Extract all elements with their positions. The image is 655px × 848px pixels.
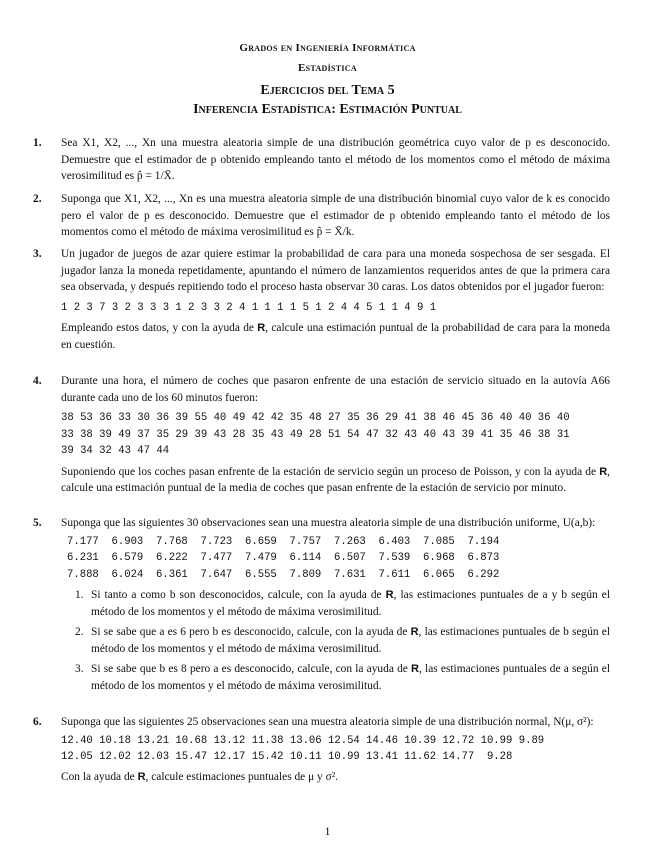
sub-item-1: 1. Si tanto a como b son desconocidos, calcule, con la ayuda de R, las estimaciones puntuales de a y b según el método de los momentos y el método de máxima verosimilitud.: [75, 589, 610, 618]
exercise-text: Suponga que las siguientes 25 observaciones sean una muestra aleatoria simple de una distribución normal, N(μ, σ²):: [61, 716, 594, 728]
exercise-text: Sea X1, X2, ..., Xn una muestra aleatoria simple de una distribución geométrica cuyo valor de p es desconocido. Demuestre que el estimador de p obtenido empleando tanto el método de los momentos como el método de máxima verosimilitud es p̂ = 1/X̄.: [61, 137, 610, 182]
exercise-3: [33, 246, 610, 353]
r-software-label: R: [257, 322, 266, 334]
exercise-1: [33, 135, 610, 185]
exercise-text: Suponga que las siguientes 30 observaciones sean una muestra aleatoria simple de una distribución uniforme, U(a,b):: [61, 517, 596, 529]
sub-item-3: 3. Si se sabe que b es 8 pero a es desconocido, calcule, con la ayuda de R, las estimaciones puntuales de a según el método de los momentos y el método de máxima verosimilitud.: [75, 663, 610, 692]
page-number: 1: [324, 824, 331, 838]
data-row: 12.40 10.18 13.21 10.68 13.12 11.38 13.06 12.54 14.46 10.39 12.72 10.99 9.89: [61, 734, 545, 747]
exercise-number: 4.: [33, 375, 42, 387]
exercise-4: [33, 373, 610, 497]
r-software-label: R: [411, 663, 419, 675]
course-title: Grados en Ingeniería Informática: [239, 42, 416, 54]
subject-title: Estadística: [298, 62, 357, 74]
r-software-label: R: [410, 626, 419, 638]
topic-title: Inferencia Estadística: Estimación Puntual: [193, 102, 462, 117]
exercise-number: 3.: [33, 248, 42, 260]
exercise-sheet-title: Ejercicios del Tema 5: [260, 83, 395, 98]
exercise-5: [33, 515, 610, 694]
exercise-instructions: Con la ayuda de R, calcule estimaciones puntuales de μ y σ².: [61, 770, 338, 783]
data-row: 39 34 32 43 47 44: [61, 445, 170, 457]
exercise-number: 5.: [33, 517, 42, 529]
data-row: 38 53 36 33 30 36 39 55 40 49 42 42 35 48 27 35 36 29 41 38 46 45 36 40 40 36 40: [61, 412, 570, 424]
exercise-6: [33, 714, 610, 785]
data-row: 12.05 12.02 12.03 15.47 12.17 15.42 10.11 10.99 13.41 11.62 14.77 9.28: [61, 751, 513, 763]
r-software-label: R: [599, 465, 608, 478]
exercise-number: 6.: [33, 716, 42, 728]
exercise-text: Suponga que X1, X2, ..., Xn es una muestra aleatoria simple de una distribución binomial cuyo valor de k es conocido pero el valor de p es desconocido. Demuestre que el estimador de p obtenido empleando tanto el método de los momentos como el método de máxima verosimilitud es p̂ = X̄/k.: [61, 193, 610, 238]
exercise-text: Un jugador de juegos de azar quiere estimar la probabilidad de cara para una moneda sospechosa de ser sesgada. El jugador lanza la moneda repetidamente, apuntando el número de lanzamientos requeridos antes de que la primera cara sea observada, y después repitiendo todo el proceso hasta observar 30 caras. Los datos obtenidos por el jugador fueron:: [61, 248, 610, 293]
data-row: 6.231 6.579 6.222 7.477 7.479 6.114 6.507 7.539 6.968 6.873: [67, 552, 500, 564]
exercise-number: 2.: [33, 193, 42, 205]
exercise-instructions: Suponiendo que los coches pasan enfrente de la estación de servicio según un proceso de Poisson, y con la ayuda de R, calcule una estimación puntual de la media de coches que pasan enfrente de la estación de servicio por minuto.: [61, 465, 610, 494]
r-software-label: R: [385, 589, 394, 601]
data-row: 7.888 6.024 6.361 7.647 6.555 7.809 7.631 7.611 6.065 6.292: [67, 568, 500, 581]
exercise-2: [33, 191, 610, 241]
exercise-number: 1.: [33, 137, 42, 149]
sub-item-2: 2. Si se sabe que a es 6 pero b es desconocido, calcule, con la ayuda de R, las estimaciones puntuales de b según el método de los momentos y el método de máxima verosimilitud.: [75, 626, 610, 655]
data-row: 1 2 3 7 3 2 3 3 3 1 2 3 3 2 4 1 1 1 1 5 1 2 4 4 5 1 1 4 9 1: [61, 301, 437, 314]
exercise-text: Durante una hora, el número de coches que pasaron enfrente de una estación de servicio situado en la autovía A66 durante cada uno de los 60 minutos fueron:: [61, 375, 610, 404]
data-row: 33 38 39 49 37 35 29 39 43 28 35 43 49 28 51 54 47 32 43 40 43 39 41 35 46 38 31: [61, 428, 570, 441]
r-software-label: R: [137, 770, 146, 783]
data-row: 7.177 6.903 7.768 7.723 6.659 7.757 7.263 6.403 7.085 7.194: [67, 535, 500, 548]
exercise-instructions: Empleando estos datos, y con la ayuda de R, calcule una estimación puntual de la probabilidad de cara para la moneda en cuestión.: [61, 322, 611, 351]
